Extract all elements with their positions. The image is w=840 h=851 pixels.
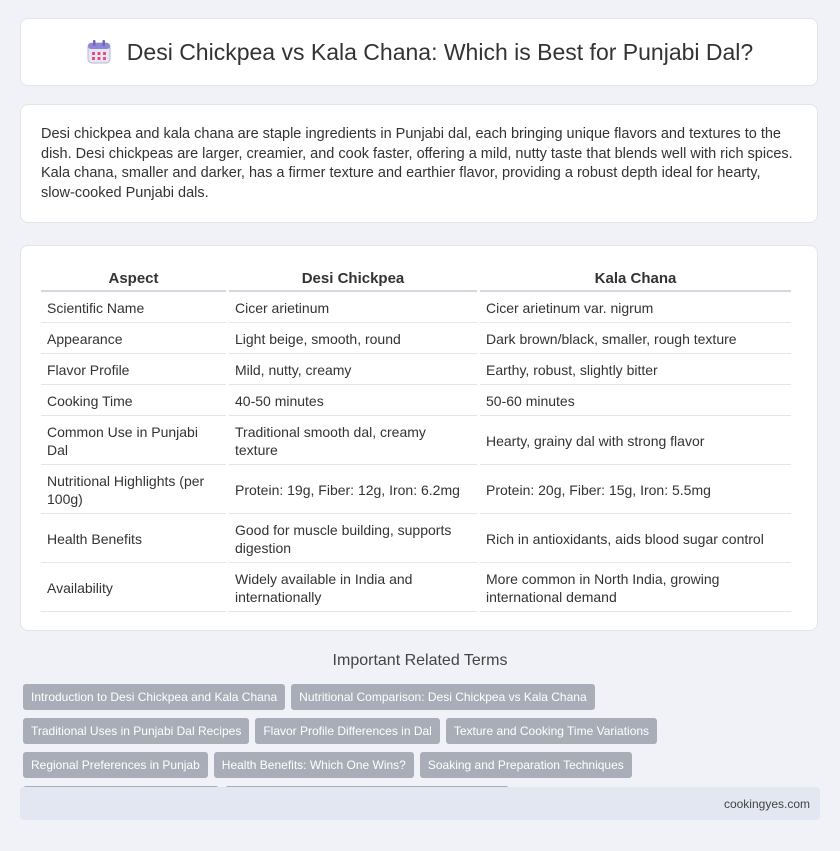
desi-cell: 40-50 minutes — [229, 385, 477, 416]
kala-cell: 50-60 minutes — [480, 385, 791, 416]
kala-cell: More common in North India, growing international demand — [480, 563, 791, 612]
related-term-tag[interactable]: Flavor Profile Differences in Dal — [255, 718, 440, 744]
intro-paragraph: Desi chickpea and kala chana are staple ingredients in Punjabi dal, each bringing unique flavors and textures to the dish. Desi chickpeas are larger, creamier, and cook faster, offering a mild, nutty taste that blends well with rich spices. Kala chana, smaller and darker, has a firmer texture and earthier flavor, providing a robust depth ideal for hearty, slow-cooked Punjabi dals. — [41, 126, 793, 201]
footer — [20, 787, 820, 820]
related-term-tag[interactable]: Soaking and Preparation Techniques — [420, 752, 632, 778]
kala-cell: Dark brown/black, smaller, rough texture — [480, 323, 791, 354]
aspect-cell: Cooking Time — [41, 385, 226, 416]
table-row — [41, 385, 791, 416]
footer-site-link[interactable]: cookingyes.com — [723, 797, 810, 811]
header-aspect: Aspect — [41, 266, 226, 292]
aspect-cell: Appearance — [41, 323, 226, 354]
kala-cell: Protein: 20g, Fiber: 15g, Iron: 5.5mg — [480, 465, 791, 514]
aspect-cell: Health Benefits — [41, 514, 226, 563]
desi-cell: Good for muscle building, supports digestion — [229, 514, 477, 563]
related-term-tag[interactable]: Health Benefits: Which One Wins? — [214, 752, 414, 778]
comparison-card — [20, 245, 818, 631]
aspect-cell: Availability — [41, 563, 226, 612]
aspect-cell: Flavor Profile — [41, 354, 226, 385]
table-row — [41, 354, 791, 385]
comparison-table — [38, 266, 794, 612]
page-title: Desi Chickpea vs Kala Chana: Which is Best for Punjabi Dal? — [126, 38, 754, 65]
desi-cell: Traditional smooth dal, creamy texture — [229, 416, 477, 465]
related-terms-title: Important Related Terms — [332, 652, 508, 669]
table-row — [41, 292, 791, 323]
table-row — [41, 416, 791, 465]
related-term-tag[interactable]: Nutritional Comparison: Desi Chickpea vs Kala Chana — [291, 684, 594, 710]
kala-cell: Rich in antioxidants, aids blood sugar control — [480, 514, 791, 563]
desi-cell: Protein: 19g, Fiber: 12g, Iron: 6.2mg — [229, 465, 477, 514]
aspect-cell: Common Use in Punjabi Dal — [41, 416, 226, 465]
header-desi-chickpea: Desi Chickpea — [229, 266, 477, 292]
intro-card — [20, 104, 818, 223]
related-term-tag[interactable]: Texture and Cooking Time Variations — [446, 718, 657, 744]
aspect-cell: Nutritional Highlights (per 100g) — [41, 465, 226, 514]
calendar-icon — [85, 38, 113, 66]
table-row — [41, 465, 791, 514]
related-term-tag[interactable]: Regional Preferences in Punjab — [23, 752, 208, 778]
related-term-tag[interactable]: Traditional Uses in Punjabi Dal Recipes — [23, 718, 249, 744]
desi-cell: Light beige, smooth, round — [229, 323, 477, 354]
desi-cell: Mild, nutty, creamy — [229, 354, 477, 385]
kala-cell: Hearty, grainy dal with strong flavor — [480, 416, 791, 465]
related-term-tag[interactable]: Introduction to Desi Chickpea and Kala Chana — [23, 684, 285, 710]
desi-cell: Cicer arietinum — [229, 292, 477, 323]
table-header-row — [41, 266, 791, 292]
header-kala-chana: Kala Chana — [480, 266, 791, 292]
kala-cell: Cicer arietinum var. nigrum — [480, 292, 791, 323]
desi-cell: Widely available in India and internationally — [229, 563, 477, 612]
page-header — [20, 18, 818, 86]
table-row — [41, 563, 791, 612]
table-row — [41, 514, 791, 563]
table-row — [41, 323, 791, 354]
aspect-cell: Scientific Name — [41, 292, 226, 323]
kala-cell: Earthy, robust, slightly bitter — [480, 354, 791, 385]
